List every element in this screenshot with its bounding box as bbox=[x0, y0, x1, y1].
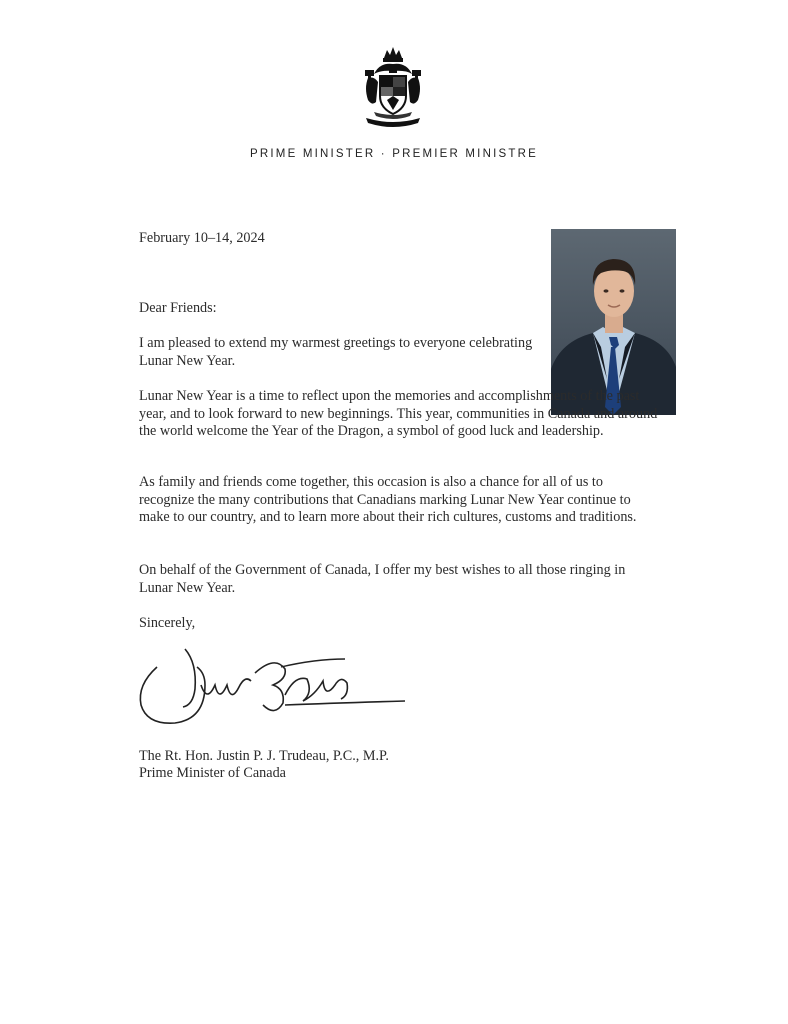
coat-of-arms-icon bbox=[360, 44, 426, 132]
paragraph-1: I am pleased to extend my warmest greetings to everyone celebrating Lunar New Year. bbox=[139, 335, 533, 369]
paragraph-3: As family and friends come together, this occasion is also a chance for all of us to recognize the many contributions that Canadians marking Lunar New Year continue to make to our country, and to learn more about their rich cultures, customs and traditions. bbox=[139, 474, 637, 525]
salutation: Dear Friends: bbox=[139, 300, 217, 316]
letter-date: February 10–14, 2024 bbox=[139, 230, 265, 246]
paragraph-4: On behalf of the Government of Canada, I offer my best wishes to all those ringing in Lunar New Year. bbox=[139, 562, 626, 596]
handwritten-signature bbox=[135, 645, 410, 730]
paragraph-2: Lunar New Year is a time to reflect upon the memories and accomplishments of the past year, and to look forward to new beginnings. This year, communities in Canada and around the world welcome the Year of the Dragon, a symbol of good luck and leadership. bbox=[139, 388, 658, 439]
closing: Sincerely, bbox=[139, 615, 196, 631]
office-letterhead: PRIME MINISTER · PREMIER MINISTRE bbox=[250, 148, 538, 160]
signatory-title: Prime Minister of Canada bbox=[139, 765, 286, 781]
signatory-name: The Rt. Hon. Justin P. J. Trudeau, P.C., M.P. bbox=[139, 748, 389, 764]
